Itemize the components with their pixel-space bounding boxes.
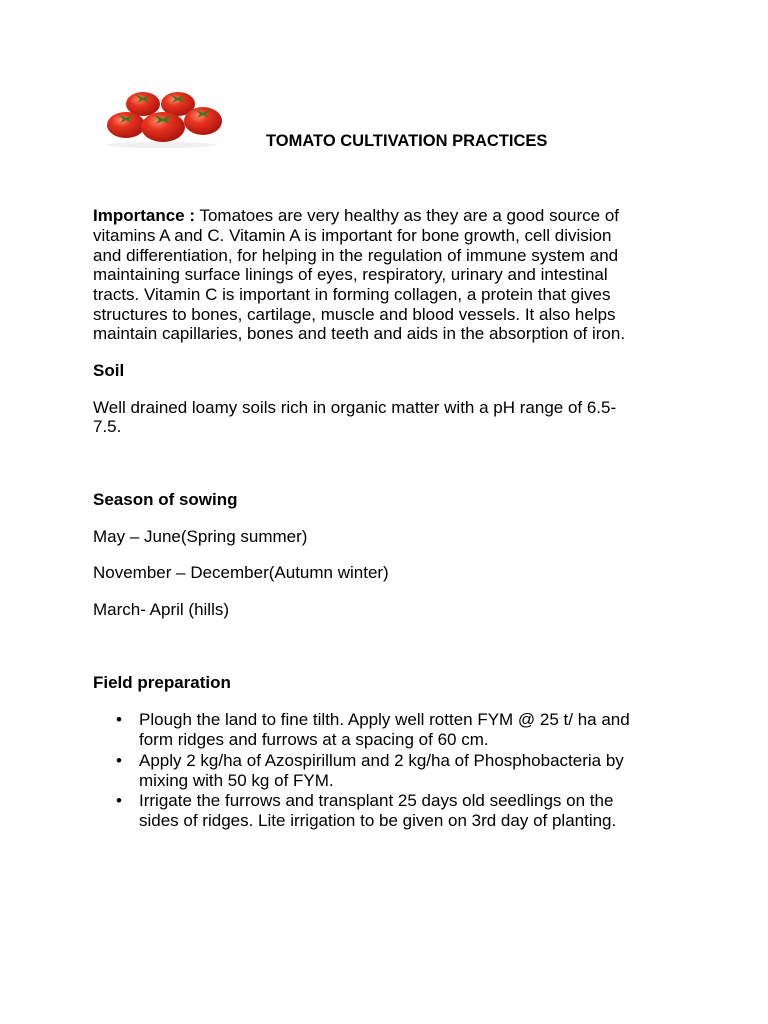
- soil-line: 7.5.: [93, 417, 122, 436]
- importance-line: maintaining surface linings of eyes, respiratory, urinary and intestinal: [93, 265, 608, 284]
- tomato-front-right: [184, 107, 222, 135]
- importance-line: tracts. Vitamin C is important in forming collagen, a protein that gives: [93, 285, 611, 304]
- season-heading: Season of sowing: [93, 490, 238, 509]
- document-title: TOMATO CULTIVATION PRACTICES: [266, 132, 548, 150]
- field-bullet-line: Apply 2 kg/ha of Azospirillum and 2 kg/ha of Phosphobacteria by: [139, 751, 624, 770]
- importance-line: vitamins A and C. Vitamin A is important for bone growth, cell division: [93, 226, 612, 245]
- season-item: November – December(Autumn winter): [93, 563, 389, 582]
- bullet-icon: •: [116, 751, 122, 770]
- field-bullet-line: mixing with 50 kg of FYM.: [139, 771, 334, 790]
- field-bullet-line: sides of ridges. Lite irrigation to be given on 3rd day of planting.: [139, 811, 617, 830]
- soil-line: Well drained loamy soils rich in organic matter with a pH range of 6.5-: [93, 398, 617, 417]
- field-bullet-line: Plough the land to fine tilth. Apply well rotten FYM @ 25 t/ ha and: [139, 710, 630, 729]
- tomato-back-left: [126, 92, 160, 116]
- soil-heading: Soil: [93, 361, 125, 380]
- bullet-icon: •: [116, 710, 122, 729]
- season-item: March- April (hills): [93, 600, 230, 619]
- importance-line: maintain capillaries, bones and teeth and aids in the absorption of iron.: [93, 324, 626, 343]
- importance-first-line: [93, 206, 619, 226]
- field-bullet-line: form ridges and furrows at a spacing of 60 cm.: [139, 730, 489, 749]
- field-bullet-line: Irrigate the furrows and transplant 25 days old seedlings on the: [139, 791, 614, 810]
- tomato-front-left: [107, 112, 145, 138]
- bullet-icon: •: [116, 791, 122, 810]
- importance-line: and differentiation, for helping in the regulation of immune system and: [93, 246, 619, 265]
- importance-text: Tomatoes are very healthy as they are a good source of: [195, 206, 620, 225]
- importance-label: Importance :: [93, 206, 196, 225]
- field-preparation-heading: Field preparation: [93, 673, 231, 692]
- tomatoes-image: [93, 87, 229, 149]
- tomato-center: [141, 112, 185, 142]
- season-item: May – June(Spring summer): [93, 527, 308, 546]
- importance-line: structures to bones, cartilage, muscle and blood vessels. It also helps: [93, 305, 616, 324]
